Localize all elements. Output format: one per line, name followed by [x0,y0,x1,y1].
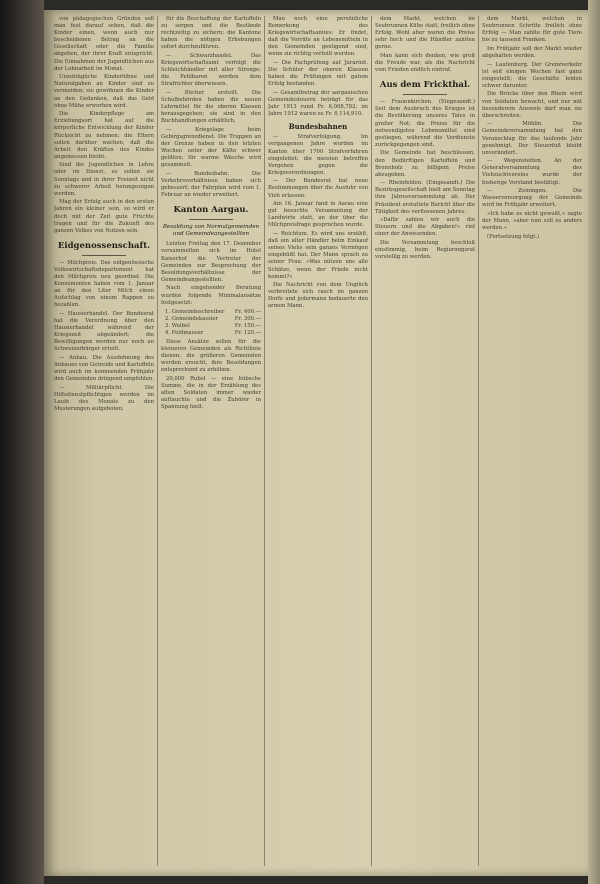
article-paragraph: Die Versammlung beschloß einstimmig, beim Regierungsrat vorstellig zu werden. [375,240,475,261]
article-paragraph: — Laufenburg. Der Grenzverkehr ist seit einigen Wochen fast ganz eingestellt; die Geschäfte leiden schwer darunter. [482,61,582,89]
list-item-value: Fr. 300.— [234,315,261,322]
column-rule [157,16,158,866]
article-paragraph: — Der Bundesrat hat neue Bestimmungen über die Ausfuhr von Vieh erlassen. [268,178,368,199]
section-heading: Kanton Aargau. [173,205,249,216]
list-item [161,309,261,316]
heading-rule [403,94,447,95]
article-paragraph: — Strafverfolgung. Im vergangenen Jahre wurden im Kanton über 1700 Strafverfahren eingeleitet; die meisten betreffen Vergehen gegen die Kriegsverordnungen. [268,134,368,176]
article-paragraph: — Möhlin. Die Gemeindeversammlung hat den Voranschlag für das laufende Jahr genehmigt. Der Steuerfuß bleibt unverändert. [482,121,582,156]
page-edge [588,0,600,884]
list-item-value: Fr. 120.— [234,329,261,336]
column-rule [264,16,265,866]
article-paragraph: »Ich habe es nicht gewußt,« sagte der Mann, »aber nun soll es anders werden.« [482,210,582,232]
column-4 [375,16,475,868]
list-item-label: 4. Feldmauser [165,329,204,336]
article-paragraph: — Frauenkirchen. (Eingesandt.) Seit dem Ausbruch des Krieges ist die Bevölkerung unseres Tales in großer Not; die Preise für die notwendigsten Lebensmittel sind gestiegen, während die Verdienste zurückgegangen sind. [375,99,475,148]
article-paragraph: Nach eingehender Beratung wurden folgende Minimalansätze festgesetzt: [161,285,261,306]
article-paragraph: — Bundesbahn. Die Verkehrsverhältnisse haben sich gebessert; der Fahrplan wird vom 1. Februar an wieder erweitert. [161,170,261,199]
section-heading: Besoldung von Normalgemeinden und Gemeindeangestellten [162,224,260,238]
heading-rule [189,219,233,220]
article-paragraph: Diese Ansätze sollen für die kleineren Gemeinden als Richtlinie dienen; die größeren Gemeinden werden ersucht, ihre Besoldungen entsprechend zu erhöhen. [161,339,261,374]
column-5 [482,16,582,868]
article-paragraph: Mag der Erfolg auch in den ersten Jahren ein kleiner sein, so wird er doch mit der Zeit gute Früchte tragen und für die Zukunft des ganzen Volkes von Nutzen sein. [54,199,154,234]
article-paragraph: — Die Fachprüfung auf Jurarüst. Die Schüler der oberen Klassen haben die Prüfungen mit gutem Erfolg bestanden. [268,60,368,88]
article-paragraph: — Schwarzhandel. Das Kriegswirtschaftsamt verfolgt die Schleichhändler mit aller Strenge; die Fehlbaren werden dem Strafrichter überwiesen. [161,52,261,88]
salary-list [161,309,261,337]
article-paragraph: Man kann sich denken, wie groß die Freude war, als die Nachricht vom Frieden endlich eintraf. [375,52,475,74]
article-paragraph: dem Markt, welchen im Seebrunnen Kühe statt, freilich ohne Erfolg. Wohl aber waren die Preise sehr hoch und die Händler zahlten gerne. [375,16,475,51]
article-paragraph: von pädagogischen Gründen soll man fest darauf sehen, daß die Kinder einen, wenn auch nur bescheidenen Betrag an die Gesellschaft oder die Familie abgeben, der ihrer Kraft entspricht. Die Einnahmen der Jugendlichen aus der Lohnarbeit im Monat. [54,16,154,72]
column-2 [161,16,261,868]
article-paragraph: — Kriegslage beim Gebirgsgrenzdienst. Die Truppen an der Grenze haben in den letzten Wochen unter der Kälte schwer gelitten; für warme Wäsche wird gesammelt. [161,126,261,169]
article-paragraph: Die Brücke über den Rhein wird von Soldaten bewacht, und nur mit besonderem Ausweis darf man sie überschreiten. [482,91,582,119]
article-paragraph: — Zeiningen. Die Wasserversorgung der Gemeinde wird im Frühjahr erweitert. [482,188,582,209]
column-3 [268,16,368,868]
list-item [161,330,261,337]
column-1 [54,16,154,868]
list-item-label: 2. Gemeindekassier [165,315,219,322]
heading-rule [82,255,126,256]
newspaper-page [44,10,588,876]
article-paragraph: »Dafür zahlen wir auch die Steuern und die Abgaben!« rief einer der Anwesenden. [375,217,475,238]
list-item [161,316,261,323]
list-item-label: 1. Gemeindeschreiber [165,308,225,315]
article-paragraph: — Rheinfelden. (Eingesandt.) Die Bezirksgesellschaft hielt am Sonntag ihre Jahresversammlung ab. Der Präsident erstattete Bericht über die Tätigkeit des verflossenen Jahres. [375,180,475,215]
article-paragraph: — Hausierhandel. Der Bundesrat hat die Verordnung über den Hausierhandel während der Kriegszeit abgeändert; die Bewilligungen werden nur noch an Schweizerbürger erteilt. [54,310,154,353]
article-paragraph: Unzuträgliche Kinderlöhne und Naturalgaben an Kinder sind zu vermeiden; sie gewöhnen die Kinder an den Gedanken, daß das Geld ohne Mühe erworben wird. [54,74,154,109]
article-paragraph: — Anbau. Die Ausdehnung des Anbaues von Getreide und Kartoffeln wird auch im kommenden Frühjahr den Gemeinden dringend empfohlen. [54,355,154,383]
article-paragraph: für die Beschaffung der Kartoffeln zu sorgen und die Bestände rechtzeitig zu sichern; die Kantone haben die nötigen Erhebungen sofort durchzuführen. [161,16,261,51]
list-item-value: Fr. 400.— [234,308,261,315]
article-paragraph: Die Gemeinde hat beschlossen, den Bedürftigen Kartoffeln und Brennholz zu billigem Preise abzugeben. [375,150,475,178]
article-paragraph: Die Kinderpflege am Erziehungsort hat auf die körperliche Entwicklung der Kinder Rücksicht zu nehmen; die Eltern sollen darüber wachen, daß die Arbeit den Kräften des Kindes angemessen bleibt. [54,111,154,160]
article-paragraph: — Gesamtbetrag der aargauischen Gemeindesteuern beträgt für das Jahr 1913 rund Fr. 6,008,782; im Jahre 1912 waren es Fr. 6,114,910. [268,89,368,118]
article-paragraph: Die Nachricht von dem Unglück verbreitete sich rasch im ganzen Dorfe und jedermann bedauerte den armen Mann. [268,282,368,310]
article-paragraph: — Milchpreis. Das eidgenössische Volkswirtschaftsdepartement hat den Milchpreis neu geordnet. Die Konsumenten haben vom 1. Januar an für den Liter Milch einen Aufschlag von einem Rappen zu bezahlen. [54,259,154,309]
section-heading: Bundesbahnen [288,122,348,132]
list-item-label: 3. Weibel [165,322,190,329]
article-paragraph: — Militärpflicht. Die Hilfsdienstpflichtigen werden im Laufe des Monats zu den Musterungen aufgeboten. [54,384,154,413]
column-rule [371,16,372,866]
article-paragraph: — Bücher erstellt. Die Schulbehörden haben die neuen Lehrmittel für die oberen Klassen herausgegeben; sie sind in den Buchhandlungen erhältlich. [161,89,261,125]
column-rule [478,16,479,866]
article-paragraph: Letzten Freitag den 17. Dezember versammelten sich im Hotel Kaiserhof die Vertreter der Gemeinden zur Besprechung der Besoldungsverhältnisse der Gemeindeangestellten. [161,241,261,283]
list-item [161,323,261,330]
article-paragraph: 20,000 Rubel — eine hübsche Summe, die in der Erzählung des alten Soldaten immer wieder auftauchte und die Zuhörer in Spannung hielt. [161,376,261,411]
article-paragraph: (Fortsetzung folgt.) [487,233,540,240]
section-heading: Eidgenossenschaft. [57,240,151,251]
article-paragraph: dem Markt, welchen in Seebrunnen Schritte freilich ohne Erfolg — Man zahlte für gute Tiere bis zu tausend Franken. [482,16,582,44]
book-binding [0,0,44,884]
article-paragraph: — Reichtum. Es wird uns erzählt, daß ein alter Händler beim Einkauf seines Viehs sein ganzes Vermögen eingebüßt hat. Der Mann sprach zu seiner Frau: »Was nützen uns alle Schätze, wenn der Friede nicht kommt?« [268,231,368,280]
article-paragraph: Man noch eine persönliche Bemerkung des Kriegswirtschaftsamtes: Er findet, daß die Vorräte an Lebensmitteln in den Gemeinden genügend sind, wenn sie richtig verteilt werden. [268,16,368,58]
article-paragraph: — Wegenstetten. An der Generalversammlung des Viehzuchtvereins wurde der bisherige Vorstand bestätigt. [482,158,582,186]
list-item-value: Fr. 150.— [234,322,261,329]
article-paragraph: Sind die Jugendlichen in Lehre oder im Dienst, so sollen sie Sonntags und in ihrer Freizeit nicht zu schwerer Arbeit herangezogen werden. [54,162,154,197]
article-paragraph: Am 16. Januar fand in Aarau eine gut besuchte Versammlung der Landwirte statt, an der über die Milchpreisfrage gesprochen wurde. [268,201,368,229]
section-heading: Aus dem Frickthal. [379,80,471,91]
article-paragraph: Im Frühjahr soll der Markt wieder abgehalten werden. [482,45,582,59]
